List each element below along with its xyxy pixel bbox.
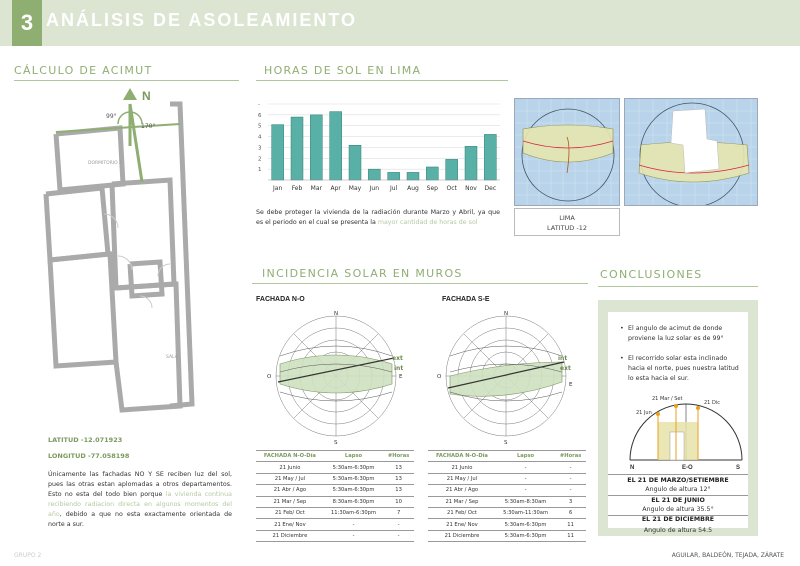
diag-label-s: S: [736, 465, 741, 471]
bar-may: [349, 145, 361, 180]
conclusion-june-value: Angulo de altura 35.5°: [642, 506, 714, 513]
conclusiones-title: CONCLUSIONES: [600, 268, 703, 281]
svg-text:21 Mar / Set: 21 Mar / Set: [652, 396, 683, 402]
table-row: [428, 485, 586, 496]
sun-angle-diagram: [608, 392, 748, 466]
longitude-label: LONGITUD -77.058198: [48, 452, 130, 460]
conclusiones-inner: [608, 312, 748, 528]
x-tick-label: Jun: [369, 185, 380, 192]
svg-text:21 Jun: 21 Jun: [636, 410, 652, 416]
table-cell: 13: [383, 473, 414, 484]
table-cell: -: [324, 530, 383, 541]
table-cell: 5:30am-6:30pm: [496, 530, 555, 541]
conclusion-bullet-2: • El recorrido solar esta inclinado hacia el norte, pues nuestra latitud lo esta hacia el sur.: [628, 354, 740, 384]
x-tick-label: Dec: [484, 185, 497, 192]
bar-mar: [310, 115, 322, 180]
svg-text:N: N: [504, 311, 509, 317]
table-cell: -: [383, 530, 414, 541]
section-number: 3: [12, 0, 42, 46]
room-label-sala: SALA: [166, 355, 178, 360]
bar-oct: [446, 159, 458, 180]
table-cell: 21 Junio: [428, 462, 496, 473]
lima-caption: LIMA LATITUD -12: [514, 208, 620, 236]
table-row: [256, 485, 414, 496]
table-cell: 21 Diciembre: [256, 530, 324, 541]
table-cell: 21 Feb/ Oct: [256, 507, 324, 518]
angle-170: 170°: [141, 123, 156, 130]
table-row: [428, 507, 586, 518]
table-cell: 5:30am-6:30pm: [324, 462, 383, 473]
bar-nov: [465, 146, 477, 180]
table-cell: -: [496, 485, 555, 496]
table-cell: 13: [383, 462, 414, 473]
table-row: [256, 519, 414, 530]
conclusion-december-title: EL 21 DE DICIEMBRE: [641, 516, 715, 523]
x-tick-label: May: [348, 185, 362, 192]
svg-text:ext: ext: [560, 365, 571, 372]
table-cell: -: [555, 473, 586, 484]
table-cell: -: [555, 485, 586, 496]
table-cell: 21 Junio: [256, 462, 324, 473]
table-cell: 21 Abr / Ago: [428, 485, 496, 496]
floor-plan: [20, 84, 240, 424]
svg-text:E: E: [399, 374, 403, 380]
fachada-no-label: FACHADA N-O: [256, 296, 305, 303]
y-tick-label: 6: [258, 112, 262, 119]
acimut-title: CÁLCULO DE ACIMUT: [14, 64, 153, 77]
x-tick-label: Jul: [390, 185, 398, 192]
table-header: #Horas: [383, 451, 414, 462]
table-cell: 21 Abr / Ago: [256, 485, 324, 496]
svg-text:int: int: [394, 365, 404, 372]
acimut-rule: [14, 80, 239, 81]
conclusion-june-title: EL 21 DE JUNIO: [651, 497, 705, 504]
diag-label-n: N: [630, 465, 635, 471]
table-cell: 5:30am-6:30pm: [324, 485, 383, 496]
page-title: ANÁLISIS DE ASOLEAMIENTO: [46, 10, 358, 30]
diag-label-eo: E-O: [682, 465, 693, 471]
svg-text:O: O: [437, 374, 442, 380]
sunpath-diagram-se: [432, 306, 582, 446]
north-arrow-icon: [123, 88, 137, 100]
table-cell: 6: [555, 507, 586, 518]
table-row: [428, 496, 586, 507]
table-cell: 5:30am-6:30pm: [324, 473, 383, 484]
table-cell: 21 May / Jul: [428, 473, 496, 484]
table-cell: 11:30am-6:30pm: [324, 507, 383, 518]
conclusion-march-title: EL 21 DE MARZO/SETIEMBRE: [627, 477, 729, 484]
x-tick-label: Feb: [291, 185, 303, 192]
sunpath-diagram-no: [262, 306, 412, 446]
horas-title: HORAS DE SOL EN LIMA: [264, 64, 422, 77]
conclusion-march-value: Angulo de altura 12°: [645, 486, 711, 493]
x-tick-label: Apr: [330, 185, 341, 192]
y-tick-label: -: [258, 102, 260, 108]
horas-text: Se debe proteger la vivienda de la radiación durante Marzo y Abril, ya que es el periodo en el cual se presenta la mayor cantidad de horas de sol: [256, 209, 500, 226]
svg-text:N: N: [334, 311, 339, 317]
table-row: [256, 507, 414, 518]
azimuth-line: [130, 104, 142, 182]
table-row: [256, 496, 414, 507]
table-row: [428, 530, 586, 541]
conclusiones-box: [598, 300, 758, 536]
incidencia-title: INCIDENCIA SOLAR EN MUROS: [262, 267, 463, 280]
table-fachada-no: [256, 450, 414, 542]
bar-jan: [272, 125, 284, 180]
table-cell: 21 Ene/ Nov: [428, 519, 496, 530]
table-cell: 21 Ene/ Nov: [256, 519, 324, 530]
sun-hours-chart: [252, 100, 504, 198]
svg-text:S: S: [334, 440, 338, 446]
svg-text:ext: ext: [392, 355, 403, 362]
table-header: Lapso: [324, 451, 383, 462]
horas-rule: [256, 80, 508, 81]
table-fachada-se: [428, 450, 586, 542]
table-header-row: [256, 451, 414, 462]
bar-aug: [407, 172, 419, 180]
table-cell: -: [496, 462, 555, 473]
table-cell: 5:30am-6:30pm: [496, 519, 555, 530]
conclusion-december-value: Angulo de altura 54.5: [643, 527, 713, 534]
x-tick-label: Mar: [310, 185, 322, 192]
latitude-label: LATITUD -12.071923: [48, 436, 123, 444]
table-header: #Horas: [555, 451, 586, 462]
table-cell: 5:30am-8:30am: [496, 496, 555, 507]
table-cell: 21 Feb/ Oct: [428, 507, 496, 518]
table-cell: 5:30am-11:30am: [496, 507, 555, 518]
bar-dec: [484, 134, 496, 180]
table-cell: -: [496, 473, 555, 484]
table-row: [256, 473, 414, 484]
table-cell: 21 May / Jul: [256, 473, 324, 484]
footer-authors: AGUILAR, BALDEÓN, TEJADA, ZÁRATE: [671, 552, 784, 559]
bar-sep: [426, 167, 438, 180]
x-tick-label: Oct: [446, 185, 457, 192]
y-tick-label: 4: [258, 134, 262, 141]
acimut-text: Únicamente las fachadas NO Y SE reciben luz del sol, pues las otras estan aplomadas a otros departamentos. Esto no esta del todo bien porque la vivienda continua recibiendo radiacion directa en algunos momentos del año, debido a que no esta exactamente orientada de norte a sur.: [48, 471, 232, 528]
table-cell: 11: [555, 519, 586, 530]
table-cell: -: [324, 519, 383, 530]
bar-apr: [330, 112, 342, 180]
table-header-row: [428, 451, 586, 462]
table-header: Lapso: [496, 451, 555, 462]
table-cell: 21 Mar / Sep: [256, 496, 324, 507]
table-cell: -: [383, 519, 414, 530]
table-row: [256, 462, 414, 473]
north-label: N: [142, 89, 151, 103]
svg-text:O: O: [267, 374, 272, 380]
room-label-dormitorio: DORMITORIO 2: [88, 161, 122, 166]
table-cell: 3: [555, 496, 586, 507]
table-cell: 7: [383, 507, 414, 518]
table-cell: 21 Mar / Sep: [428, 496, 496, 507]
y-tick-label: 1: [258, 167, 262, 174]
y-tick-label: 3: [258, 145, 262, 152]
table-header: FACHADA N-O-Día: [256, 451, 324, 462]
conclusiones-rule: [598, 286, 758, 287]
y-tick-label: 2: [258, 156, 262, 163]
bar-jul: [388, 172, 400, 180]
sky-dome-panel-2: [624, 98, 758, 206]
table-row: [428, 519, 586, 530]
table-row: [428, 462, 586, 473]
y-tick-label: 5: [258, 123, 262, 130]
table-cell: 21 Diciembre: [428, 530, 496, 541]
svg-text:int: int: [558, 355, 568, 362]
table-cell: 11: [555, 530, 586, 541]
x-tick-label: Nov: [465, 185, 477, 192]
footer-group: GRUPO 2: [14, 552, 42, 559]
table-cell: -: [555, 462, 586, 473]
table-cell: 13: [383, 485, 414, 496]
table-header: FACHADA N-O-Día: [428, 451, 496, 462]
table-cell: 8:30am-6:30pm: [324, 496, 383, 507]
sky-dome-panel-1: [514, 98, 620, 206]
svg-text:E: E: [569, 382, 573, 388]
conclusion-bullet-1: • El angulo de acimut de donde proviene la luz solar es de 99°: [628, 324, 740, 344]
table-cell: 10: [383, 496, 414, 507]
bar-feb: [291, 117, 303, 180]
incidencia-rule: [252, 283, 588, 284]
table-row: [256, 530, 414, 541]
bar-jun: [368, 169, 380, 180]
fachada-se-label: FACHADA S-E: [442, 296, 490, 303]
x-tick-label: Aug: [407, 185, 419, 192]
x-tick-label: Sep: [426, 185, 438, 192]
svg-text:21 Dic: 21 Dic: [704, 400, 720, 406]
table-row: [428, 473, 586, 484]
angle-99: 99°: [106, 113, 117, 120]
x-tick-label: Jan: [273, 185, 283, 192]
svg-text:S: S: [504, 440, 508, 446]
